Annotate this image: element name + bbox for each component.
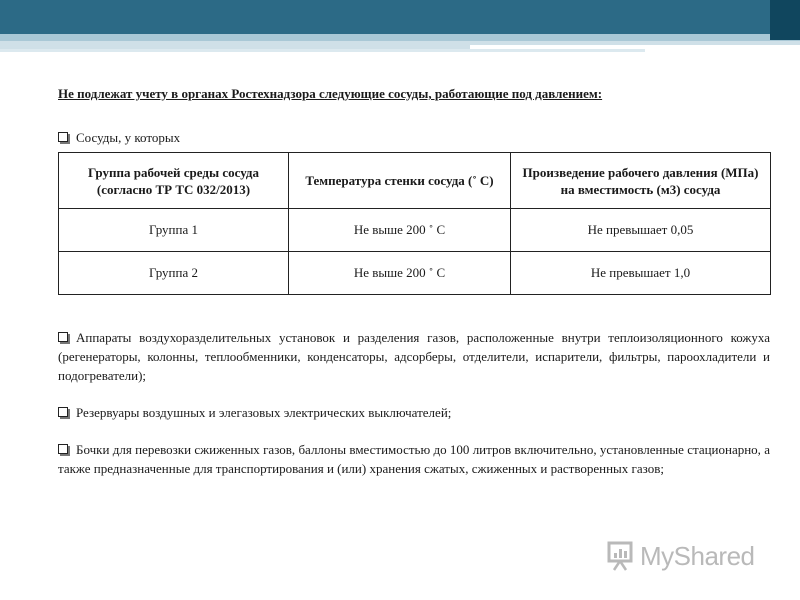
bullet-text: Бочки для перевозки сжиженных газов, баллоны вместимостью до 100 литров включительно, установленные стационарно, а также предназначенные для транспортирования и (или) хранения сжатых, сжиженных и растворенных газов; bbox=[58, 442, 770, 476]
header-corner-block bbox=[770, 0, 800, 40]
checkbox-bullet-icon bbox=[58, 407, 68, 417]
bullet-paragraph bbox=[58, 328, 770, 385]
intro-bullet-text: Сосуды, у которых bbox=[76, 130, 181, 145]
bullet-text: Аппараты воздухоразделительных установок и разделения газов, расположенные внутри теплоизоляционного кожуха (регенераторы, колонны, теплообменники, конденсаторы, адсорберы, отделители, испарители, фильтры, пароохладители и подогреватели); bbox=[58, 330, 770, 383]
table-cell: Не выше 200 ˚ С bbox=[289, 252, 511, 295]
header-strip bbox=[470, 41, 800, 45]
column-header-group: Группа рабочей среды сосуда (согласно ТР ТС 032/2013) bbox=[59, 153, 289, 209]
column-header-temperature: Температура стенки сосуда (˚ С) bbox=[289, 153, 511, 209]
table-cell: Группа 1 bbox=[59, 209, 289, 252]
table-cell: Группа 2 bbox=[59, 252, 289, 295]
vessel-table bbox=[58, 152, 771, 295]
column-header-pressure-volume: Произведение рабочего давления (МПа) на вместимость (м3) сосуда bbox=[511, 153, 771, 209]
page-title: Не подлежат учету в органах Ростехнадзора следующие сосуды, работающие под давлением: bbox=[58, 86, 603, 101]
checkbox-bullet-icon bbox=[58, 444, 68, 454]
checkbox-bullet-icon bbox=[58, 332, 68, 342]
header-strip bbox=[0, 41, 470, 49]
watermark-text: MyShared bbox=[640, 540, 755, 571]
table-cell: Не превышает 1,0 bbox=[511, 252, 771, 295]
table-cell: Не выше 200 ˚ С bbox=[289, 209, 511, 252]
header-bar bbox=[0, 0, 800, 34]
bullet-paragraph bbox=[58, 403, 770, 422]
checkbox-bullet-icon bbox=[58, 132, 68, 142]
watermark-logo bbox=[606, 536, 766, 576]
header-strip bbox=[0, 49, 645, 52]
header-strip bbox=[0, 34, 800, 41]
table-header-row bbox=[59, 153, 771, 209]
presentation-board-icon bbox=[606, 541, 634, 571]
bullet-paragraph bbox=[58, 440, 770, 478]
table-row bbox=[59, 209, 771, 252]
intro-bullet bbox=[58, 130, 180, 146]
table-cell: Не превышает 0,05 bbox=[511, 209, 771, 252]
bullet-text: Резервуары воздушных и элегазовых электрических выключателей; bbox=[76, 405, 452, 420]
table-row bbox=[59, 252, 771, 295]
